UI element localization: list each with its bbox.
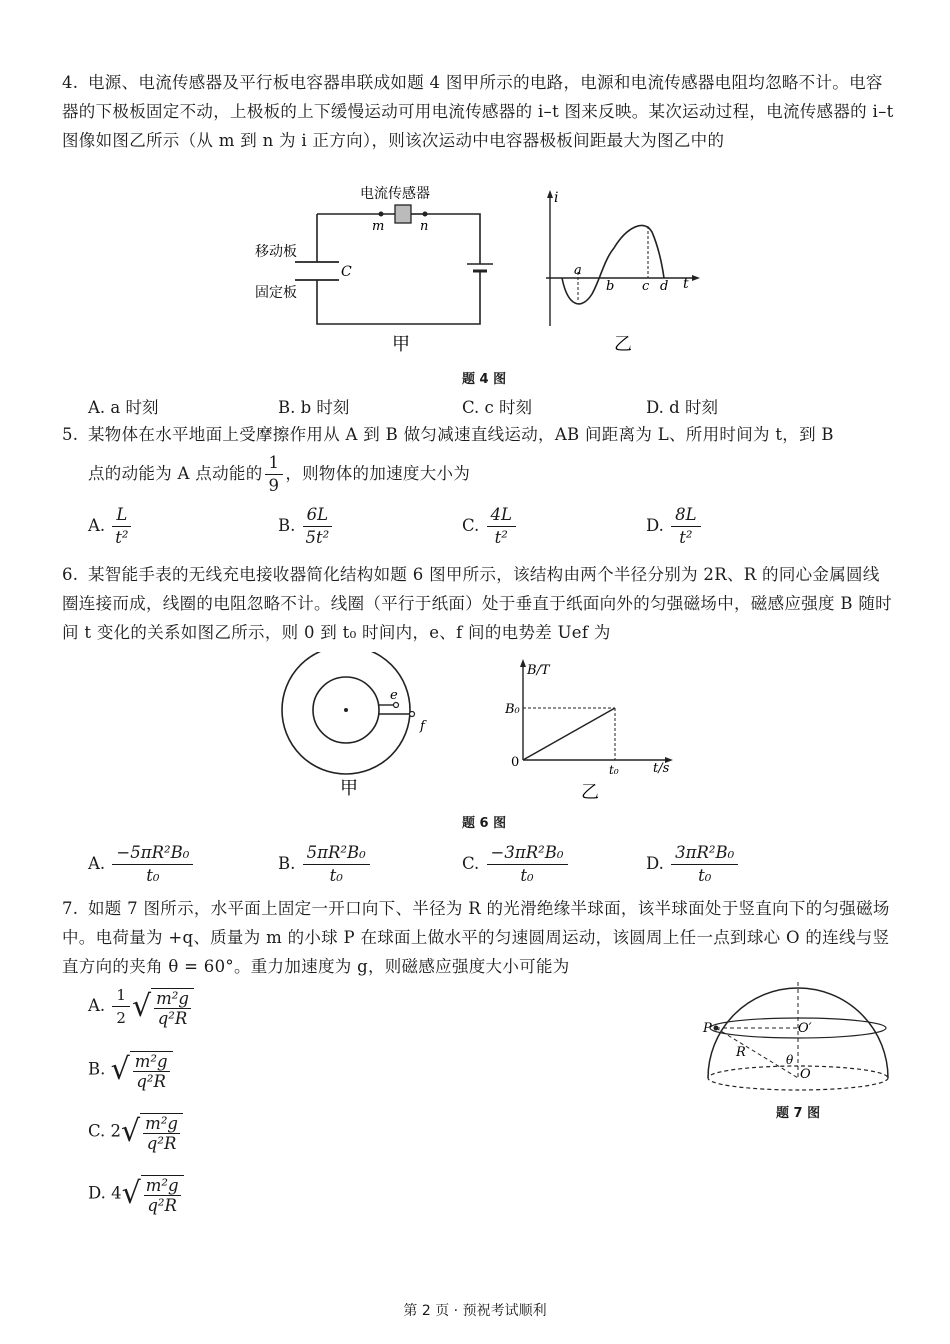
question-text: 电源、电流传感器及平行板电容器串联成如题 4 图甲所示的电路，电源和电流传感器电阻均忽略不计。电容器的下极板固定不动，上极板的上下缓慢运动可用电流传感器的 i–t 图来反映。某次运动过程，电流传感器的 i–t 图像如图乙所示（从 m 到 n 为 i 正方向），则该次运动中电容器极板间距最大为图乙中的 <box>62 73 894 150</box>
question-number: 5. <box>62 425 79 444</box>
coil-diagram <box>278 652 438 802</box>
question-text: 某智能手表的无线充电接收器简化结构如题 6 图甲所示，该结构由两个半径分别为 2R、R 的同心金属圆线圈连接而成，线圈的电阻忽略不计。线圈（平行于纸面）处于垂直于纸面向外的匀强磁场中，磁感应强度 B 随时间 t 变化的关系如图乙所示，则 0 到 t₀ 时间内，e、f 间的电势差 Uef 为 <box>62 565 892 642</box>
q6-option-b[interactable]: B. $\frac{\text{5πR²B₀}}{\text{t₀}}$ <box>278 842 372 887</box>
q4-option-a[interactable]: A. a 时刻 <box>88 398 159 417</box>
question-text-post: ，则物体的加速度大小为 <box>285 464 471 483</box>
question-text-line1: 某物体在水平地面上受摩擦作用从 A 到 B 做匀减速直线运动，AB 间距离为 L、所用时间为 t，到 B <box>88 425 834 444</box>
yi-label: 乙 <box>614 334 632 355</box>
fixed-plate-label: 固定板 <box>255 285 297 301</box>
current-time-graph <box>540 190 710 360</box>
origin-label: 0 <box>511 755 520 770</box>
q6-option-a[interactable]: A. $\frac{\text{−5πR²B₀}}{\text{t₀}}$ <box>88 842 195 887</box>
n-label: n <box>420 219 429 234</box>
capacitor-label: C <box>341 264 352 280</box>
t0-label: t₀ <box>609 763 619 777</box>
q7-option-a[interactable]: A. $\frac{1}{2}$ √ m²g q²R <box>88 984 194 1029</box>
jia-label: 甲 <box>340 778 358 799</box>
question-5-line2 <box>62 452 920 497</box>
theta-label: θ <box>786 1053 794 1067</box>
page-footer: 第 2 页 · 预祝考试顺利 <box>403 1303 547 1319</box>
jia-label: 甲 <box>392 334 410 355</box>
q6-option-c[interactable]: C. $\frac{\text{−3πR²B₀}}{\text{t₀}}$ <box>462 842 570 887</box>
b0-label: B₀ <box>505 702 520 717</box>
i-axis-label: i <box>554 190 559 206</box>
question-number: 6. <box>62 565 79 584</box>
figure-6-caption: 题 6 图 <box>462 816 507 831</box>
frac-denominator: 9 <box>268 476 280 495</box>
circuit-diagram <box>255 178 505 358</box>
yi-label: 乙 <box>581 782 599 803</box>
q6-option-d[interactable]: D. $\frac{\text{3πR²B₀}}{\text{t₀}}$ <box>646 842 740 887</box>
hemisphere-diagram <box>698 982 898 1092</box>
point-b-label: b <box>606 279 615 294</box>
sensor-label: 电流传感器 <box>360 186 430 202</box>
o-label: O <box>800 1067 811 1082</box>
o-prime-label: O′ <box>798 1021 812 1036</box>
q7-option-c[interactable]: C. 2 √ m²g q²R <box>88 1110 183 1154</box>
q5-option-d[interactable]: D. $\frac{8L}{\text{t²}}$ <box>646 504 703 549</box>
q5-option-c[interactable]: C. $\frac{4L}{\text{t²}}$ <box>462 504 518 549</box>
frac-numerator: 1 <box>265 452 284 475</box>
question-6 <box>62 560 894 647</box>
question-5 <box>62 420 894 449</box>
b-axis-label: B/T <box>527 663 550 678</box>
b-t-graph <box>505 656 685 806</box>
question-text-pre: 点的动能为 A 点动能的 <box>88 464 263 483</box>
r-label: R <box>736 1045 746 1060</box>
t-axis-label: t/s <box>653 761 670 776</box>
q4-option-b[interactable]: B. b 时刻 <box>278 398 350 417</box>
f-terminal-label: f <box>420 719 425 734</box>
q7-option-b[interactable]: B. √ m²g q²R <box>88 1048 173 1092</box>
question-4 <box>62 68 894 155</box>
question-7 <box>62 894 894 981</box>
figure-7-caption: 题 7 图 <box>776 1106 821 1121</box>
question-text: 如题 7 图所示，水平面上固定一开口向下、半径为 R 的光滑绝缘半球面，该半球面处于竖直向下的匀强磁场中。电荷量为 +q、质量为 m 的小球 P 在球面上做水平的匀速圆周运动，该圆周上任一点到球心 O 的连线与竖直方向的夹角 θ = 60°。重力加速度为 g，则磁感应强度大小可能为 <box>62 899 890 976</box>
point-d-label: d <box>660 279 669 294</box>
point-a-label: a <box>574 263 582 278</box>
m-label: m <box>372 219 385 234</box>
point-c-label: c <box>642 279 650 294</box>
q4-option-c[interactable]: C. c 时刻 <box>462 398 533 417</box>
p-label: P <box>703 1021 712 1036</box>
q5-option-a[interactable]: A. $\frac{L}{\text{t²}}$ <box>88 504 133 549</box>
question-number: 4. <box>62 73 79 92</box>
q4-option-d[interactable]: D. d 时刻 <box>646 398 718 417</box>
question-number: 7. <box>62 899 79 918</box>
q5-option-b[interactable]: B. $\frac{6L}{\text{5t²}}$ <box>278 504 334 549</box>
q7-option-d[interactable]: D. 4 √ m²g q²R <box>88 1172 184 1216</box>
fraction-one-ninth <box>265 452 284 497</box>
t-axis-label: t <box>683 276 689 292</box>
figure-4-caption: 题 4 图 <box>462 372 507 387</box>
e-terminal-label: e <box>390 688 398 703</box>
moving-plate-label: 移动板 <box>255 244 297 260</box>
